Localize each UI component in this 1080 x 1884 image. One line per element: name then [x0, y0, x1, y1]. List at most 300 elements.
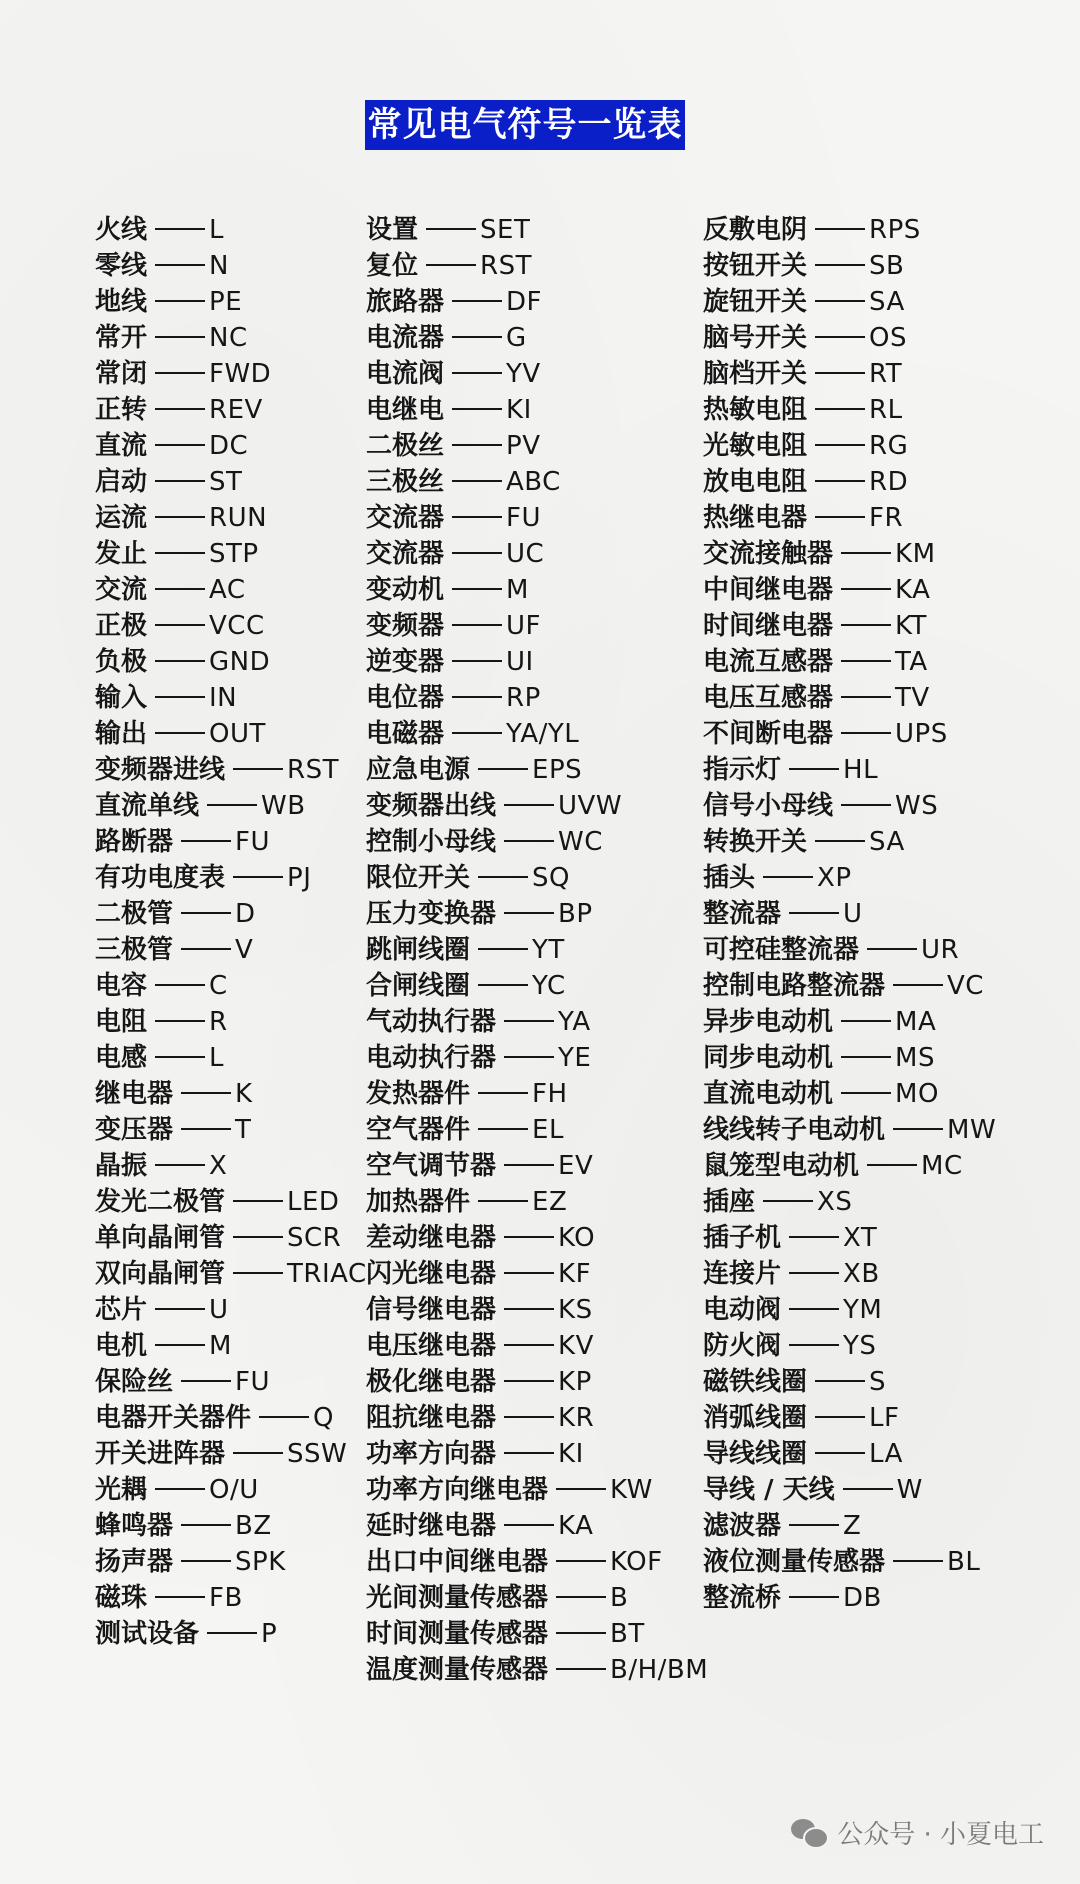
symbol-row [703, 500, 996, 536]
symbol-name: 双向晶闸管 [95, 1259, 226, 1289]
symbol-code: XB [843, 1259, 880, 1289]
symbol-name: 电流互感器 [703, 647, 834, 677]
symbol-code: WC [558, 827, 603, 857]
symbol-name: 零线 [95, 251, 148, 281]
symbol-name: 磁珠 [95, 1583, 148, 1613]
dash-separator [789, 1596, 839, 1598]
symbol-name: 输出 [95, 719, 148, 749]
symbol-code: T [235, 1115, 252, 1145]
symbol-row [95, 248, 367, 284]
symbol-code: SSW [287, 1439, 348, 1469]
symbol-name: 电流阀 [366, 359, 445, 389]
symbol-code: UVW [558, 791, 623, 821]
symbol-code: FU [506, 503, 542, 533]
symbol-name: 滤波器 [703, 1511, 782, 1541]
symbol-name: 电磁器 [366, 719, 445, 749]
symbol-row [366, 356, 708, 392]
symbol-name: 闪光继电器 [366, 1259, 497, 1289]
symbol-code: SB [869, 251, 905, 281]
dash-separator [789, 768, 839, 770]
symbol-row [366, 896, 708, 932]
symbol-row [95, 1328, 367, 1364]
symbol-code: RL [869, 395, 903, 425]
symbol-code: RT [869, 359, 903, 389]
symbol-name: 发止 [95, 539, 148, 569]
symbol-name: 变频器 [366, 611, 445, 641]
symbol-row [703, 1472, 996, 1508]
symbol-code: YE [558, 1043, 592, 1073]
symbol-name: 应急电源 [366, 755, 471, 785]
symbol-row [366, 248, 708, 284]
symbol-name: 二极管 [95, 899, 174, 929]
symbol-row [366, 608, 708, 644]
symbol-code: FU [235, 827, 271, 857]
dash-separator [841, 732, 891, 734]
symbol-name: 路断器 [95, 827, 174, 857]
symbol-code: LF [869, 1403, 900, 1433]
symbol-name: 反敷电阴 [703, 215, 808, 245]
dash-separator [181, 912, 231, 914]
dash-separator [841, 552, 891, 554]
symbol-name: 测试设备 [95, 1619, 200, 1649]
symbol-name: 直流 [95, 431, 148, 461]
dash-separator [504, 1452, 554, 1454]
dash-separator [867, 948, 917, 950]
dash-separator [815, 336, 865, 338]
symbol-code: LED [287, 1187, 340, 1217]
symbol-code: BT [610, 1619, 645, 1649]
symbol-code: EZ [532, 1187, 568, 1217]
symbol-code: SCR [287, 1223, 342, 1253]
symbol-row [366, 1652, 708, 1688]
symbol-row [703, 1256, 996, 1292]
dash-separator [504, 1272, 554, 1274]
dash-separator [556, 1488, 606, 1490]
symbol-code: REV [209, 395, 263, 425]
symbol-code: UR [921, 935, 960, 965]
symbol-row [95, 1472, 367, 1508]
symbol-row [366, 1184, 708, 1220]
symbol-name: 电容 [95, 971, 148, 1001]
symbol-name: 光耦 [95, 1475, 148, 1505]
dash-separator [815, 1416, 865, 1418]
dash-separator [155, 552, 205, 554]
symbol-name: 转换开关 [703, 827, 808, 857]
dash-separator [478, 1128, 528, 1130]
symbol-code: X [209, 1151, 228, 1181]
dash-separator [556, 1632, 606, 1634]
dash-separator [478, 948, 528, 950]
symbol-row [703, 1040, 996, 1076]
symbol-name: 导线 / 天线 [703, 1475, 835, 1505]
dash-separator [841, 804, 891, 806]
symbol-code: YA [558, 1007, 591, 1037]
symbol-code: LA [869, 1439, 903, 1469]
dash-separator [815, 1452, 865, 1454]
dash-separator [452, 336, 502, 338]
symbol-row [703, 1148, 996, 1184]
dash-separator [233, 1452, 283, 1454]
symbol-code: SPK [235, 1547, 286, 1577]
dash-separator [504, 1056, 554, 1058]
symbol-row [95, 572, 367, 608]
symbol-name: 按钮开关 [703, 251, 808, 281]
symbol-name: 火线 [95, 215, 148, 245]
symbol-row [366, 1220, 708, 1256]
symbol-name: 出口中间继电器 [366, 1547, 549, 1577]
dash-separator [789, 1308, 839, 1310]
symbol-row [95, 1040, 367, 1076]
dash-separator [815, 228, 865, 230]
symbol-row [703, 356, 996, 392]
symbol-code: M [209, 1331, 232, 1361]
symbol-row [95, 1544, 367, 1580]
symbol-name: 空气器件 [366, 1115, 471, 1145]
symbol-code: WB [261, 791, 306, 821]
symbol-code: XS [817, 1187, 853, 1217]
dash-separator [452, 732, 502, 734]
symbol-row [703, 1436, 996, 1472]
symbol-code: BP [558, 899, 593, 929]
symbol-name: 气动执行器 [366, 1007, 497, 1037]
dash-separator [893, 1560, 943, 1562]
symbol-row [703, 788, 996, 824]
dash-separator [452, 516, 502, 518]
symbol-name: 消弧线圈 [703, 1403, 808, 1433]
symbol-name: 交流器 [366, 503, 445, 533]
symbol-row [366, 860, 708, 896]
symbol-row [95, 536, 367, 572]
dash-separator [893, 1128, 943, 1130]
symbol-name: 光敏电阻 [703, 431, 808, 461]
symbol-code: Z [843, 1511, 862, 1541]
dash-separator [233, 1200, 283, 1202]
symbol-row [366, 1040, 708, 1076]
symbol-row [366, 572, 708, 608]
dash-separator [181, 840, 231, 842]
symbol-code: RST [480, 251, 532, 281]
symbol-name: 发光二极管 [95, 1187, 226, 1217]
dash-separator [426, 228, 476, 230]
symbol-row [703, 752, 996, 788]
symbol-name: 连接片 [703, 1259, 782, 1289]
dash-separator [841, 660, 891, 662]
dash-separator [155, 228, 205, 230]
symbol-name: 插子机 [703, 1223, 782, 1253]
symbol-code: RD [869, 467, 909, 497]
symbol-code: GND [209, 647, 271, 677]
symbol-row [703, 464, 996, 500]
symbol-row [703, 248, 996, 284]
symbol-name: 不间断电器 [703, 719, 834, 749]
symbol-row [703, 572, 996, 608]
symbol-name: 插头 [703, 863, 756, 893]
symbol-row [366, 968, 708, 1004]
dash-separator [815, 480, 865, 482]
symbol-row [703, 1508, 996, 1544]
symbol-row [95, 968, 367, 1004]
dash-separator [233, 876, 283, 878]
symbol-row [703, 860, 996, 896]
symbol-row [95, 824, 367, 860]
dash-separator [478, 1200, 528, 1202]
symbol-row [703, 212, 996, 248]
symbol-row [703, 1076, 996, 1112]
symbol-code: B [610, 1583, 629, 1613]
symbol-name: 正转 [95, 395, 148, 425]
symbol-row [366, 716, 708, 752]
dash-separator [155, 1020, 205, 1022]
symbol-name: 设置 [366, 215, 419, 245]
symbol-row [703, 1112, 996, 1148]
dash-separator [452, 444, 502, 446]
symbol-name: 运流 [95, 503, 148, 533]
dash-separator [504, 1344, 554, 1346]
dash-separator [893, 984, 943, 986]
dash-separator [478, 984, 528, 986]
dash-separator [789, 1344, 839, 1346]
symbol-code: KA [558, 1511, 594, 1541]
dash-separator [478, 1092, 528, 1094]
symbol-name: 单向晶闸管 [95, 1223, 226, 1253]
symbol-name: 直流单线 [95, 791, 200, 821]
symbol-name: 交流接触器 [703, 539, 834, 569]
symbol-row [366, 500, 708, 536]
symbol-code: BL [947, 1547, 981, 1577]
symbol-row [366, 1580, 708, 1616]
symbol-code: OS [869, 323, 907, 353]
dash-separator [815, 444, 865, 446]
symbol-code: P [261, 1619, 278, 1649]
symbol-name: 三极管 [95, 935, 174, 965]
symbol-row [95, 1364, 367, 1400]
dash-separator [763, 1200, 813, 1202]
dash-separator [504, 1380, 554, 1382]
symbol-name: 电压互感器 [703, 683, 834, 713]
symbol-row [366, 464, 708, 500]
symbol-row [703, 1580, 996, 1616]
symbol-row [95, 1400, 367, 1436]
symbol-name: 电器开关器件 [95, 1403, 252, 1433]
symbol-row [366, 788, 708, 824]
symbol-name: 保险丝 [95, 1367, 174, 1397]
symbol-code: TV [895, 683, 930, 713]
symbol-code: WS [895, 791, 939, 821]
symbol-name: 变频器出线 [366, 791, 497, 821]
symbol-code: NC [209, 323, 248, 353]
dash-separator [478, 768, 528, 770]
symbol-row [366, 536, 708, 572]
symbol-row [703, 680, 996, 716]
dash-separator [789, 1272, 839, 1274]
symbol-name: 旋钮开关 [703, 287, 808, 317]
symbol-row [95, 788, 367, 824]
symbol-row [366, 1328, 708, 1364]
footer-watermark [791, 1812, 1044, 1852]
symbol-code: VC [947, 971, 984, 1001]
dash-separator [763, 876, 813, 878]
symbol-row [95, 752, 367, 788]
symbol-code: HL [843, 755, 879, 785]
dash-separator [841, 1020, 891, 1022]
symbol-code: YM [843, 1295, 883, 1325]
symbol-name: 极化继电器 [366, 1367, 497, 1397]
symbol-code: DC [209, 431, 249, 461]
symbol-name: 信号继电器 [366, 1295, 497, 1325]
dash-separator [504, 1020, 554, 1022]
dash-separator [504, 1308, 554, 1310]
dash-separator [181, 1524, 231, 1526]
symbol-row [95, 392, 367, 428]
dash-separator [155, 1308, 205, 1310]
symbol-name: 热继电器 [703, 503, 808, 533]
symbol-code: RP [506, 683, 541, 713]
symbol-row [366, 320, 708, 356]
symbol-code: KM [895, 539, 936, 569]
symbol-code: XT [843, 1223, 878, 1253]
symbol-code: XP [817, 863, 852, 893]
symbol-name: 插座 [703, 1187, 756, 1217]
symbol-code: EV [558, 1151, 594, 1181]
dash-separator [452, 660, 502, 662]
dash-separator [452, 696, 502, 698]
symbol-row [95, 680, 367, 716]
page-title: 常见电气符号一览表 [365, 100, 685, 150]
symbol-row [703, 392, 996, 428]
dash-separator [233, 1272, 283, 1274]
dash-separator [155, 624, 205, 626]
symbol-name: 蜂鸣器 [95, 1511, 174, 1541]
symbol-name: 同步电动机 [703, 1043, 834, 1073]
symbol-row [703, 968, 996, 1004]
symbol-name: 整流桥 [703, 1583, 782, 1613]
symbol-code: FB [209, 1583, 243, 1613]
symbol-row [95, 428, 367, 464]
symbol-code: KF [558, 1259, 592, 1289]
dash-separator [504, 840, 554, 842]
dash-separator [181, 1380, 231, 1382]
symbol-name: 晶振 [95, 1151, 148, 1181]
symbol-code: MW [947, 1115, 997, 1145]
symbol-code: M [506, 575, 529, 605]
dash-separator [841, 1092, 891, 1094]
symbol-row [95, 1616, 367, 1652]
symbol-row [366, 1508, 708, 1544]
symbol-row [703, 1220, 996, 1256]
dash-separator [504, 912, 554, 914]
dash-separator [789, 1236, 839, 1238]
symbol-name: 启动 [95, 467, 148, 497]
symbol-row [366, 1544, 708, 1580]
wechat-icon [791, 1817, 827, 1847]
symbol-name: 光间测量传感器 [366, 1583, 549, 1613]
symbol-code: TRIAC [287, 1259, 367, 1289]
symbol-name: 放电电阻 [703, 467, 808, 497]
symbol-code: YS [843, 1331, 877, 1361]
symbol-name: 信号小母线 [703, 791, 834, 821]
symbol-row [703, 428, 996, 464]
dash-separator [181, 948, 231, 950]
symbol-row [95, 644, 367, 680]
symbol-name: 控制小母线 [366, 827, 497, 857]
symbol-row [95, 1004, 367, 1040]
symbol-code: EL [532, 1115, 564, 1145]
symbol-row [95, 860, 367, 896]
symbol-row [95, 1580, 367, 1616]
symbol-code: RST [287, 755, 339, 785]
symbol-row [703, 284, 996, 320]
symbol-name: 跳闸线圈 [366, 935, 471, 965]
dash-separator [155, 1056, 205, 1058]
symbol-name: 输入 [95, 683, 148, 713]
symbol-row [703, 1364, 996, 1400]
symbol-name: 三极丝 [366, 467, 445, 497]
symbol-name: 交流 [95, 575, 148, 605]
symbol-row [703, 644, 996, 680]
dash-separator [815, 840, 865, 842]
symbol-name: 逆变器 [366, 647, 445, 677]
dash-separator [155, 696, 205, 698]
symbol-name: 电位器 [366, 683, 445, 713]
dash-separator [815, 408, 865, 410]
symbol-name: 直流电动机 [703, 1079, 834, 1109]
dash-separator [155, 408, 205, 410]
symbol-name: 变压器 [95, 1115, 174, 1145]
symbol-code: UI [506, 647, 534, 677]
dash-separator [789, 1524, 839, 1526]
dash-separator [504, 804, 554, 806]
dash-separator [155, 336, 205, 338]
dash-separator [181, 1128, 231, 1130]
symbol-code: IN [209, 683, 238, 713]
symbol-code: RG [869, 431, 909, 461]
symbol-name: 开关进阵器 [95, 1439, 226, 1469]
symbol-code: G [506, 323, 527, 353]
dash-separator [789, 912, 839, 914]
symbol-code: DF [506, 287, 542, 317]
symbol-name: 阻抗继电器 [366, 1403, 497, 1433]
symbol-row [95, 500, 367, 536]
dash-separator [155, 588, 205, 590]
symbol-name: 时间继电器 [703, 611, 834, 641]
symbol-code: N [209, 251, 229, 281]
symbol-row [366, 1400, 708, 1436]
symbol-row [95, 1508, 367, 1544]
symbol-code: FU [235, 1367, 271, 1397]
symbol-code: V [235, 935, 254, 965]
symbol-name: 限位开关 [366, 863, 471, 893]
symbol-row [366, 212, 708, 248]
dash-separator [155, 1488, 205, 1490]
symbol-row [703, 608, 996, 644]
symbol-name: 防火阀 [703, 1331, 782, 1361]
dash-separator [233, 1236, 283, 1238]
symbol-row [366, 1148, 708, 1184]
symbol-code: UPS [895, 719, 948, 749]
symbol-row [703, 1004, 996, 1040]
dash-separator [556, 1560, 606, 1562]
symbol-code: KV [558, 1331, 594, 1361]
dash-separator [155, 1344, 205, 1346]
dash-separator [815, 372, 865, 374]
dash-separator [155, 732, 205, 734]
symbol-code: D [235, 899, 256, 929]
symbol-name: 地线 [95, 287, 148, 317]
symbol-code: STP [209, 539, 259, 569]
symbol-code: KR [558, 1403, 595, 1433]
symbol-code: YC [532, 971, 566, 1001]
symbol-row [366, 1112, 708, 1148]
